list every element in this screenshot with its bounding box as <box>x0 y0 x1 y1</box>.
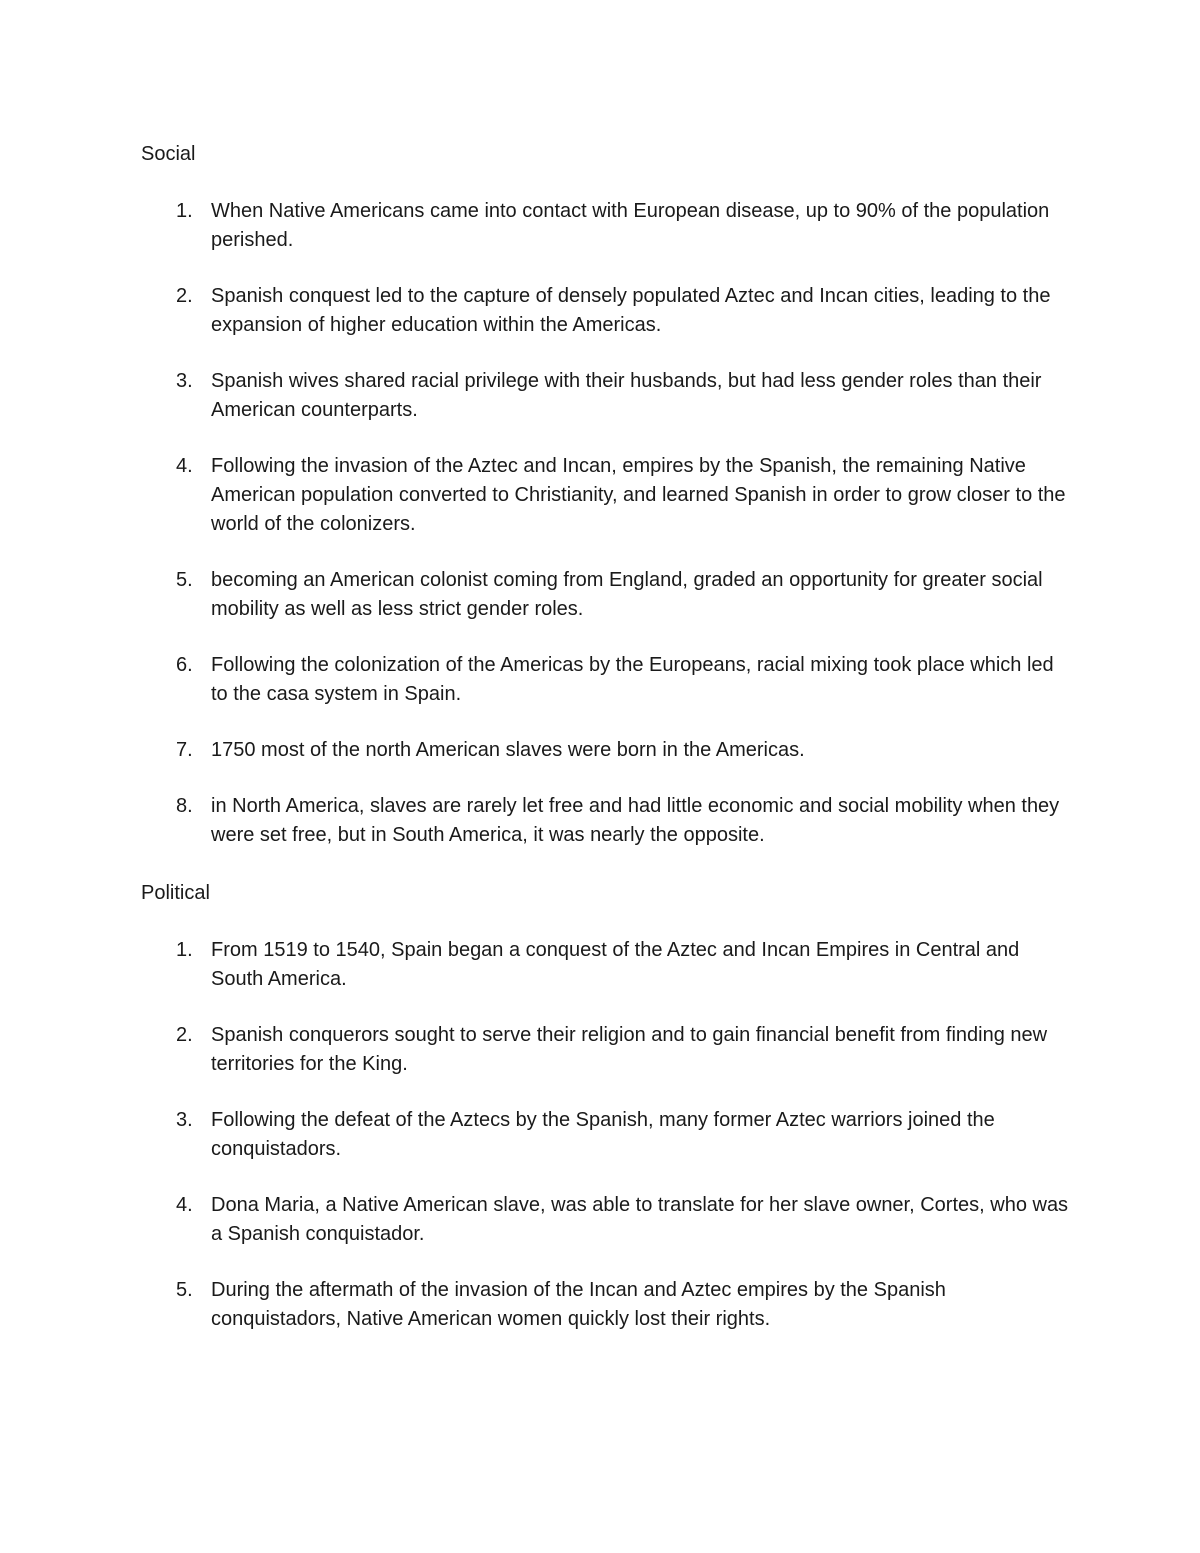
section-heading-political: Political <box>141 882 210 904</box>
list-item <box>0 651 1200 709</box>
list-item <box>0 1276 1200 1334</box>
list-item-text: From 1519 to 1540, Spain began a conquest of the Aztec and Incan Empires in Central and South America. <box>211 939 1020 990</box>
list-item-number: 3. <box>176 1109 193 1131</box>
list-item <box>0 452 1200 539</box>
list-item-number: 1. <box>176 200 193 222</box>
list-item-text: 1750 most of the north American slaves were born in the Americas. <box>211 739 805 761</box>
list-item-text: During the aftermath of the invasion of the Incan and Aztec empires by the Spanish conquistadors, Native American women quickly lost their rights. <box>211 1279 946 1330</box>
section-heading-social: Social <box>141 143 196 165</box>
list-item <box>0 367 1200 425</box>
list-item-number: 8. <box>176 795 193 817</box>
political-list <box>0 936 1200 1361</box>
list-item <box>0 1106 1200 1164</box>
list-item-text: Dona Maria, a Native American slave, was able to translate for her slave owner, Cortes, who was a Spanish conquistador. <box>211 1194 1069 1245</box>
list-item <box>0 736 1200 765</box>
list-item <box>0 1021 1200 1079</box>
list-item-number: 6. <box>176 654 193 676</box>
list-item <box>0 282 1200 340</box>
list-item-text: Following the defeat of the Aztecs by the Spanish, many former Aztec warriors joined the conquistadors. <box>211 1109 995 1160</box>
list-item-text: becoming an American colonist coming from England, graded an opportunity for greater social mobility as well as less strict gender roles. <box>211 569 1043 620</box>
list-item-text: Following the invasion of the Aztec and Incan, empires by the Spanish, the remaining Native American population converted to Christianity, and learned Spanish in order to grow closer to the world of the colonizers. <box>211 455 1066 535</box>
list-item-text: When Native Americans came into contact with European disease, up to 90% of the population perished. <box>211 200 1050 251</box>
list-item <box>0 792 1200 850</box>
list-item <box>0 566 1200 624</box>
list-item-number: 5. <box>176 569 193 591</box>
list-item-number: 4. <box>176 455 193 477</box>
list-item <box>0 936 1200 994</box>
list-item-number: 5. <box>176 1279 193 1301</box>
list-item-number: 3. <box>176 370 193 392</box>
list-item-text: Following the colonization of the Americas by the Europeans, racial mixing took place which led to the casa system in Spain. <box>211 654 1054 705</box>
list-item-number: 2. <box>176 285 193 307</box>
list-item-text: in North America, slaves are rarely let free and had little economic and social mobility when they were set free, but in South America, it was nearly the opposite. <box>211 795 1060 846</box>
list-item <box>0 1191 1200 1249</box>
list-item-number: 4. <box>176 1194 193 1216</box>
list-item-number: 7. <box>176 739 193 761</box>
list-item-text: Spanish conquerors sought to serve their religion and to gain financial benefit from finding new territories for the King. <box>211 1024 1048 1075</box>
list-item <box>0 197 1200 255</box>
list-item-text: Spanish wives shared racial privilege with their husbands, but had less gender roles than their American counterparts. <box>211 370 1042 421</box>
social-list <box>0 197 1200 877</box>
list-item-text: Spanish conquest led to the capture of densely populated Aztec and Incan cities, leading to the expansion of higher education within the Americas. <box>211 285 1051 336</box>
list-item-number: 1. <box>176 939 193 961</box>
list-item-number: 2. <box>176 1024 193 1046</box>
